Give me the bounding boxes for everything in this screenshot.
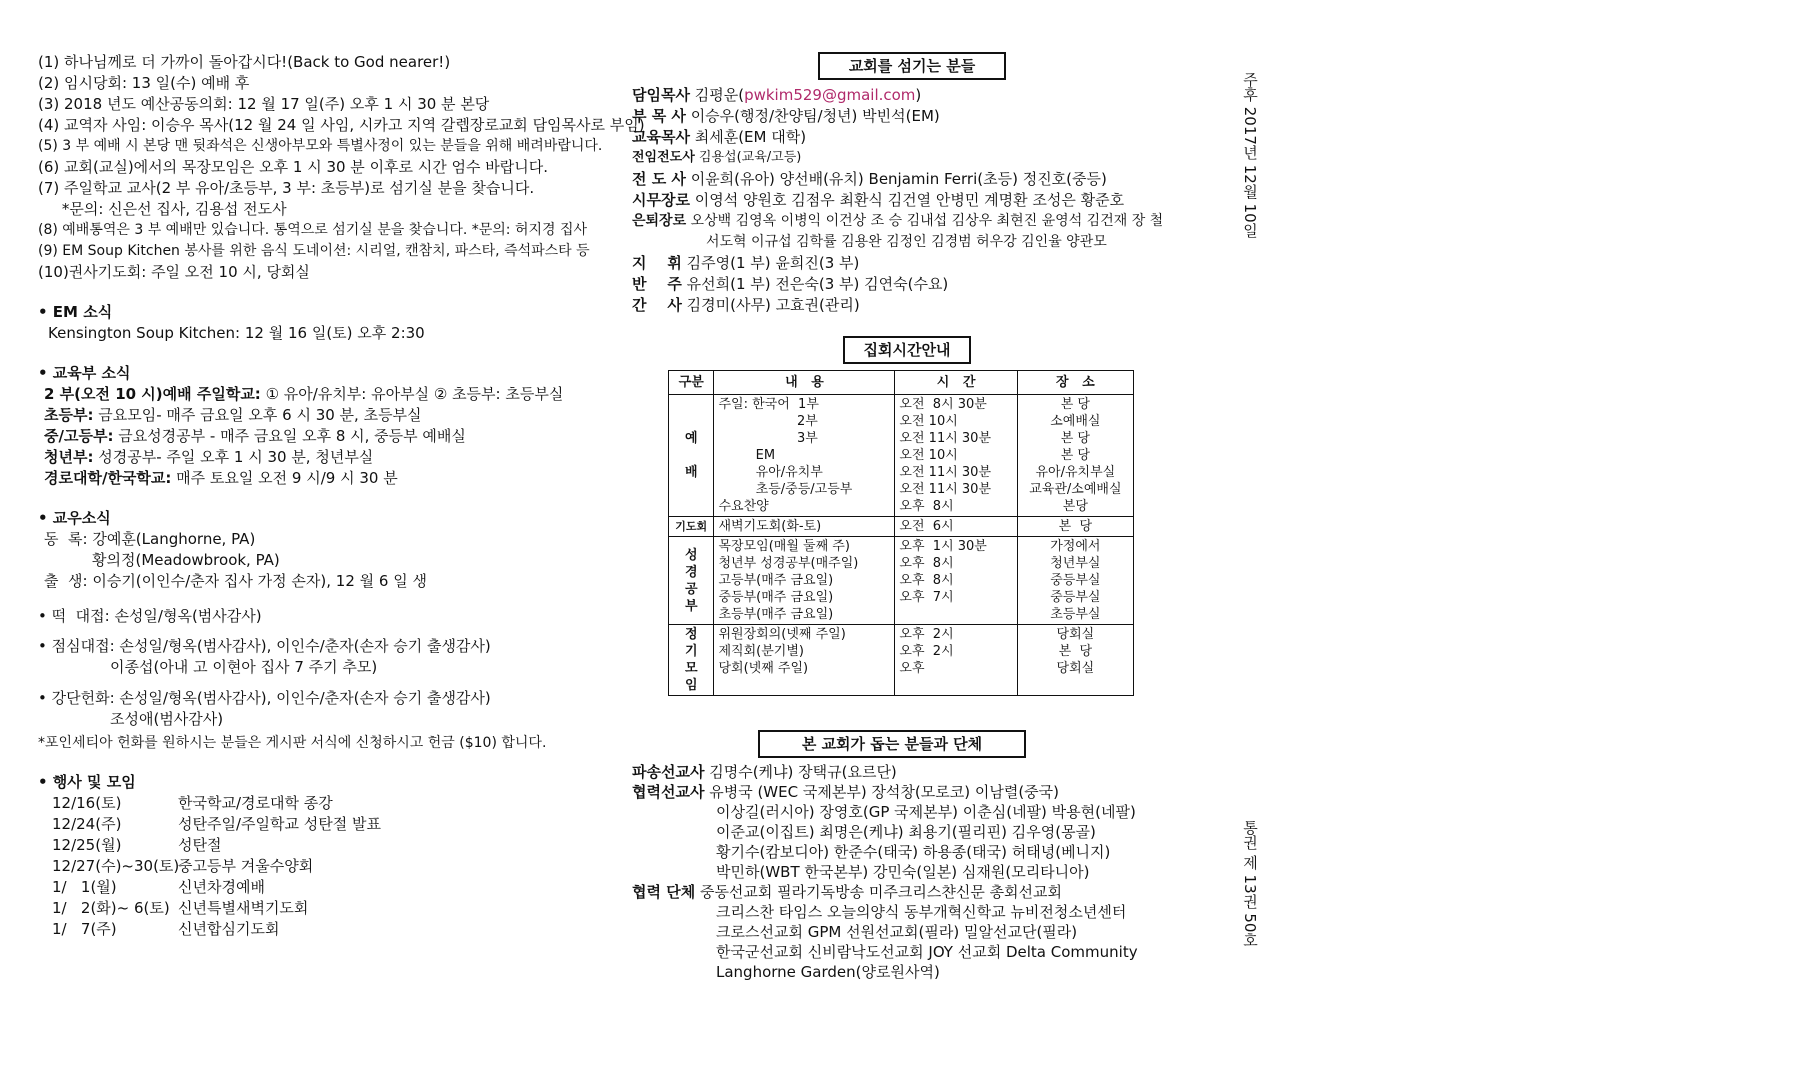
servant-text: 김경미(사무) 고효권(관리) <box>681 296 860 314</box>
place-line: 중등부실 <box>1050 573 1101 588</box>
place-line: 본 당 <box>1060 431 1090 446</box>
place-line: 본 당 <box>1060 397 1090 412</box>
content-line: 당회(넷째 주일) <box>718 661 809 676</box>
content-line: 고등부(매주 금요일) <box>718 573 834 588</box>
announcement-item: (3) 2018 년도 예산공동의회: 12 월 17 일(주) 오후 1 시 30 분 본당 <box>38 95 490 113</box>
edu-line <box>44 384 563 404</box>
org-row <box>632 882 1062 902</box>
servant-row <box>632 274 948 294</box>
edu-line-text: 매주 토요일 오전 9 시/9 시 30 분 <box>171 469 398 487</box>
dawn-place: 본 당 <box>1017 517 1133 537</box>
schedule-header-row <box>669 371 1134 395</box>
schedule-table <box>668 370 1134 696</box>
place-line: 유아/유치부실 <box>1035 465 1116 480</box>
content-line: 주일: 한국어 1부 <box>718 397 819 412</box>
lunch-offering: • 점심대접: 손성일/형옥(범사감사), 이인수/춘자(손자 승기 출생감사) <box>38 637 491 655</box>
servant-row <box>632 85 921 105</box>
servant-row <box>632 211 1163 231</box>
edu-line-label: 중/고등부: <box>44 427 114 445</box>
missionary-row-cont: 황기수(캄보디아) 한준수(태국) 하용종(태국) 허태녕(베니지) <box>716 843 1111 861</box>
place-line: 당회실 <box>1056 661 1095 676</box>
servant-text: 이승우(행정/찬양팀/청년) 박빈석(EM) <box>685 107 940 125</box>
edu-line <box>44 426 466 446</box>
partners-title: 본 교회가 돕는 분들과 단체 <box>758 730 1026 758</box>
time-line: 오후 1시 30분 <box>899 539 987 554</box>
announcement-item: (6) 교회(교실)에서의 목장모임은 오후 1 시 30 분 이후로 시간 엄수 바랍니다. <box>38 158 549 176</box>
servants-title: 교회를 섬기는 분들 <box>818 52 1006 80</box>
edu-line-label: 초등부: <box>44 406 94 424</box>
announcement-item: (5) 3 부 예배 시 본당 맨 뒷좌석은 신생아부모와 특별사정이 있는 분들을 위해 배려바랍니다. <box>38 138 603 154</box>
rice-cake-offering: • 떡 대접: 손성일/형옥(범사감사) <box>38 607 262 625</box>
content-line: 제직회(분기별) <box>718 644 804 659</box>
time-line: 오후 8시 <box>899 499 954 514</box>
header-cell: 구분 <box>669 371 714 395</box>
edu-line-label: 2 부(오전 10 시)예배 주일학교: <box>44 385 261 403</box>
servant-label: 전임전도사 <box>632 150 695 165</box>
event-date: 12/27(수)~30(토) <box>52 857 180 875</box>
altar-flower: • 강단헌화: 손성일/형옥(범사감사), 이인수/춘자(손자 승기 출생감사) <box>38 689 491 707</box>
servant-label: 은퇴장로 <box>632 213 687 229</box>
event-desc: 신년특별새벽기도회 <box>178 899 309 917</box>
meet-time <box>895 625 1017 696</box>
time-line: 오전 11시 30분 <box>899 465 992 480</box>
bible-place <box>1017 537 1133 625</box>
place-line: 가정에서 <box>1050 539 1101 554</box>
category-bible-study: 성 경 공 부 <box>669 537 714 625</box>
email-link[interactable]: pwkim529@gmail.com <box>744 86 916 104</box>
servant-label: 부 목 사 <box>632 107 686 125</box>
missionary-text: 유병국 (WEC 국제본부) 장석창(모로코) 이남렬(중국) <box>704 783 1060 801</box>
bible-time <box>895 537 1017 625</box>
time-line: 오전 11시 30분 <box>899 431 992 446</box>
event-date: 1/ 7(주) <box>52 920 117 938</box>
worship-content <box>714 395 895 517</box>
announcement-item: *문의: 신은선 집사, 김용섭 전도사 <box>38 200 287 218</box>
missionary-row <box>632 762 897 782</box>
event-desc: 성탄절 <box>178 836 222 854</box>
event-desc: 신년합심기도회 <box>178 920 280 938</box>
worship-time <box>895 395 1017 517</box>
edu-line-text: 금요모임- 매주 금요일 오후 6 시 30 분, 초등부실 <box>93 406 422 424</box>
content-line: 중등부(매주 금요일) <box>718 590 834 605</box>
org-label: 협력 단체 <box>632 883 696 901</box>
servant-label: 간 사 <box>632 296 682 314</box>
time-line: 오후 7시 <box>899 590 954 605</box>
place-line: 청년부실 <box>1050 556 1101 571</box>
members-line: 출 생: 이승기(이인수/춘자 집사 가정 손자), 12 월 6 일 생 <box>44 572 427 590</box>
event-desc: 한국학교/경로대학 종강 <box>178 794 333 812</box>
edu-line-label: 경로대학/한국학교: <box>44 469 172 487</box>
missionary-row-cont: 이준교(이집트) 최명은(케냐) 최용기(필리핀) 김우영(몽골) <box>716 823 1096 841</box>
edu-line-text: 금요성경공부 - 매주 금요일 오후 8 시, 중등부 예배실 <box>113 427 466 445</box>
servant-label: 반 주 <box>632 275 682 293</box>
time-line: 오후 2시 <box>899 644 954 659</box>
schedule-row-bible <box>669 537 1134 625</box>
schedule-row-dawn <box>669 517 1134 537</box>
place-line: 본 당 <box>1058 644 1093 659</box>
time-line: 오후 2시 <box>899 627 954 642</box>
time-line: 오전 11시 30분 <box>899 482 992 497</box>
content-line: 청년부 성경공부(매주일) <box>718 556 859 571</box>
event-desc: 중고등부 겨울수양회 <box>178 857 314 875</box>
content-line: 초등부(매주 금요일) <box>718 607 834 622</box>
schedule-title: 집회시간안내 <box>843 336 971 364</box>
org-row-cont: 크로스선교회 GPM 선원선교회(필라) 밀알선교단(필라) <box>716 923 1078 941</box>
event-desc: 성탄주일/주일학교 성탄절 발표 <box>178 815 381 833</box>
content-line: 2부 <box>718 414 818 429</box>
content-line: 수요찬양 <box>718 499 769 514</box>
content-line: EM <box>718 448 776 463</box>
event-date: 12/16(토) <box>52 794 122 812</box>
servant-label: 지 휘 <box>632 254 682 272</box>
servant-text-tail: ) <box>915 86 922 104</box>
em-news-title: • EM 소식 <box>38 303 113 321</box>
servant-text: 오상백 김영옥 이병익 이건상 조 승 김내섭 김상우 최현진 윤영석 김건재 장 철 <box>686 213 1164 229</box>
place-line: 본 당 <box>1060 448 1090 463</box>
org-text: 중동선교회 필라기독방송 미주크리스챤신문 총회선교회 <box>695 883 1063 901</box>
servant-row-cont: 서도혁 이규섭 김학률 김용완 김정인 김경범 허우강 김인율 양관모 <box>706 234 1107 250</box>
servant-text: 최세훈(EM 대학) <box>689 128 807 146</box>
servant-text: 김평운( <box>689 86 745 104</box>
worship-place <box>1017 395 1133 517</box>
place-line: 당회실 <box>1056 627 1095 642</box>
servant-text: 김용섭(교육/고등) <box>694 150 802 165</box>
place-line: 교육관/소예배실 <box>1029 482 1122 497</box>
servant-row <box>632 127 806 147</box>
edu-line-text: ① 유아/유치부: 유아부실 ② 초등부: 초등부실 <box>260 385 564 403</box>
servant-row <box>632 295 860 315</box>
bible-content <box>714 537 895 625</box>
time-line: 오후 <box>899 661 925 676</box>
event-date: 1/ 1(월) <box>52 878 117 896</box>
servant-text: 이영석 양원호 김점우 최환식 김건열 안병민 계명환 조성은 황준호 <box>689 191 1125 209</box>
missionary-row <box>632 782 1059 802</box>
time-line: 오전 10시 <box>899 414 958 429</box>
announcement-item: (7) 주일학교 교사(2 부 유아/초등부, 3 부: 초등부)로 섬기실 분을 찾습니다. <box>38 179 535 197</box>
time-line: 오후 8시 <box>899 556 954 571</box>
servant-label: 교육목사 <box>632 128 690 146</box>
category-meetings: 정 기 모 임 <box>669 625 714 696</box>
place-line: 본당 <box>1062 499 1088 514</box>
em-news-line: Kensington Soup Kitchen: 12 월 16 일(토) 오후 2:30 <box>48 324 425 342</box>
time-line: 오전 8시 30분 <box>899 397 987 412</box>
time-line: 오전 10시 <box>899 448 958 463</box>
servant-text: 김주영(1 부) 윤희진(3 부) <box>681 254 860 272</box>
content-line: 목장모임(매월 둘째 주) <box>718 539 850 554</box>
altar-flower-cont: 조성애(범사감사) <box>110 710 224 728</box>
servant-row <box>632 106 940 126</box>
bulletin-date: 주후 2017년 12월 10일 <box>1241 72 1259 238</box>
content-line: 3부 <box>718 431 818 446</box>
dawn-time: 오전 6시 <box>895 517 1017 537</box>
place-line: 중등부실 <box>1050 590 1101 605</box>
edu-line <box>44 468 398 488</box>
servant-text: 유선희(1 부) 전은숙(3 부) 김연숙(수요) <box>681 275 949 293</box>
announcement-item: (4) 교역자 사임: 이승우 목사(12 월 24 일 사임, 시카고 지역 갈렙장로교회 담임목사로 부임) <box>38 116 645 134</box>
lunch-offering-cont: 이종섭(아내 고 이현아 집사 7 주기 추모) <box>110 658 378 676</box>
place-line: 소예배실 <box>1050 414 1101 429</box>
members-line: 황의정(Meadowbrook, PA) <box>92 551 280 569</box>
event-date: 1/ 2(화)~ 6(토) <box>52 899 170 917</box>
edu-news-title: • 교육부 소식 <box>38 364 131 382</box>
event-date: 12/24(주) <box>52 815 122 833</box>
event-desc: 신년차경예배 <box>178 878 265 896</box>
servant-text: 이윤희(유아) 양선배(유치) Benjamin Ferri(초등) 정진호(중등) <box>685 170 1107 188</box>
org-row-cont: 크리스찬 타임스 오늘의양식 동부개혁신학교 뉴비전청소년센터 <box>716 903 1127 921</box>
org-row-cont: 한국군선교회 신비람낙도선교회 JOY 선교회 Delta Community <box>716 943 1138 961</box>
servant-label: 전 도 사 <box>632 170 686 188</box>
servant-row <box>632 190 1124 210</box>
members-line: 동 록: 강예훈(Langhorne, PA) <box>44 530 256 548</box>
servant-row <box>632 253 859 273</box>
content-line: 위원장회의(넷째 주일) <box>718 627 846 642</box>
announcement-item: (2) 임시당회: 13 일(수) 예배 후 <box>38 74 250 92</box>
missionary-label: 협력선교사 <box>632 783 705 801</box>
edu-line-text: 성경공부- 주일 오후 1 시 30 분, 청년부실 <box>93 448 374 466</box>
time-line: 오후 8시 <box>899 573 954 588</box>
content-line: 유아/유치부 <box>718 465 823 480</box>
missionary-text: 김명수(케냐) 장택규(요르단) <box>704 763 897 781</box>
bulletin-volume: 통권 제 13권 50호 <box>1241 820 1259 948</box>
members-news-title: • 교우소식 <box>38 509 111 527</box>
announcement-item: (1) 하나님께로 더 가까이 돌아갑시다!(Back to God nearer!) <box>38 53 451 71</box>
header-cell: 장 소 <box>1017 371 1133 395</box>
servant-row <box>632 148 801 168</box>
edu-line <box>44 405 422 425</box>
schedule-row-meetings <box>669 625 1134 696</box>
event-date: 12/25(월) <box>52 836 122 854</box>
org-row-cont: Langhorne Garden(양로원사역) <box>716 963 940 981</box>
schedule-row-worship <box>669 395 1134 517</box>
category-prayer: 기도회 <box>669 517 714 537</box>
category-worship: 예 배 <box>669 395 714 517</box>
header-cell: 내 용 <box>714 371 895 395</box>
announcement-item: (8) 예배통역은 3 부 예배만 있습니다. 통역으로 섬기실 분을 찾습니다. *문의: 허지경 집사 <box>38 222 588 238</box>
meet-content <box>714 625 895 696</box>
servant-label: 시무장로 <box>632 191 690 209</box>
edu-line <box>44 447 373 467</box>
announcement-item: (9) EM Soup Kitchen 봉사를 위한 음식 도네이션: 시리얼, 캔참치, 파스타, 즉석파스타 등 <box>38 243 590 259</box>
servant-label: 담임목사 <box>632 86 690 104</box>
content-line: 초등/중등/고등부 <box>718 482 853 497</box>
missionary-row-cont: 박민하(WBT 한국본부) 강민숙(일본) 심재원(모리타니아) <box>716 863 1090 881</box>
header-cell: 시 간 <box>895 371 1017 395</box>
dawn-content: 새벽기도회(화-토) <box>714 517 895 537</box>
meet-place <box>1017 625 1133 696</box>
place-line: 초등부실 <box>1050 607 1101 622</box>
poinsettia-note: *포인세티아 헌화를 원하시는 분들은 게시판 서식에 신청하시고 헌금 ($10) 합니다. <box>38 735 547 751</box>
servant-row <box>632 169 1107 189</box>
edu-line-label: 청년부: <box>44 448 94 466</box>
missionary-label: 파송선교사 <box>632 763 705 781</box>
events-title: • 행사 및 모임 <box>38 773 136 791</box>
announcement-item: (10)권사기도회: 주일 오전 10 시, 당회실 <box>38 263 310 281</box>
missionary-row-cont: 이상길(러시아) 장영호(GP 국제본부) 이춘심(네팔) 박용현(네팔) <box>716 803 1136 821</box>
